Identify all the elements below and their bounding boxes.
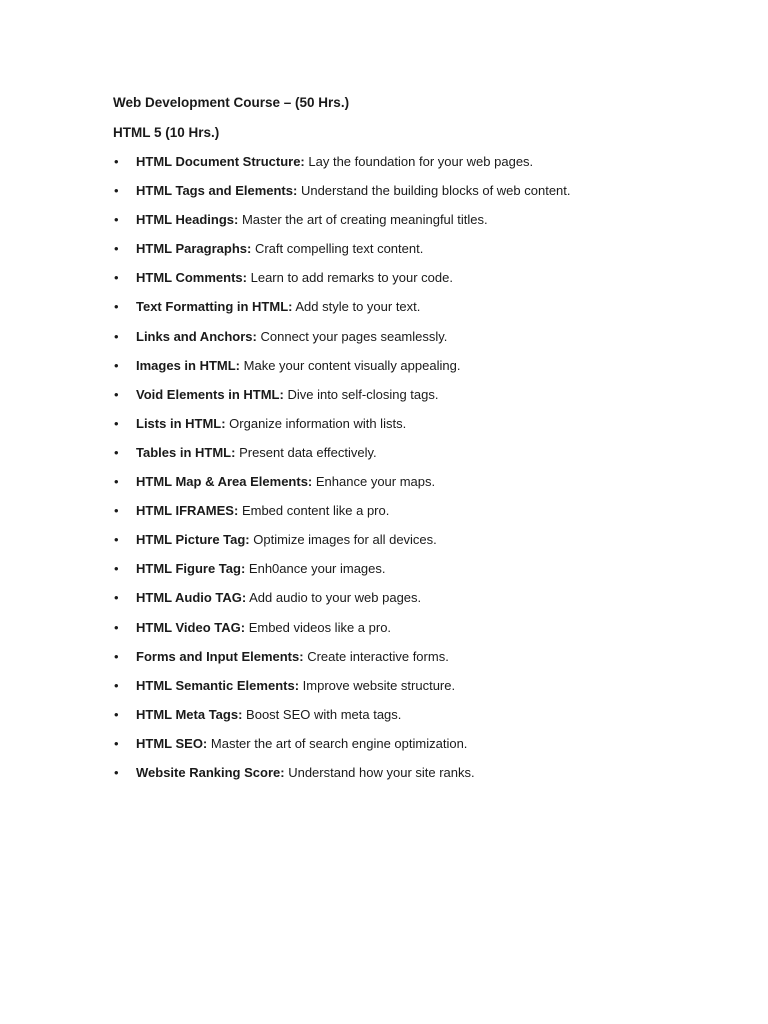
list-item: [113, 240, 728, 258]
bullet-icon: •: [114, 212, 119, 228]
topic-term: HTML Map & Area Elements:: [136, 474, 313, 490]
bullet-icon: •: [114, 444, 119, 460]
topic-description: Boost SEO with meta tags.: [246, 706, 402, 722]
topic-description: Master the art of creating meaningful titles.: [241, 212, 488, 228]
topic-term: HTML Figure Tag:: [136, 561, 246, 577]
topic-description: Craft compelling text content.: [254, 241, 424, 257]
list-item: [113, 560, 728, 578]
bullet-icon: •: [114, 299, 119, 315]
topic-term: HTML Headings:: [136, 212, 239, 228]
bullet-icon: •: [114, 648, 119, 664]
topic-description: Dive into self-closing tags.: [287, 386, 439, 402]
topic-list: [113, 153, 728, 782]
topic-term: Images in HTML:: [136, 357, 241, 373]
topic-term: HTML SEO:: [136, 735, 208, 751]
bullet-icon: •: [114, 415, 119, 431]
bullet-icon: •: [114, 619, 119, 635]
list-item: [113, 357, 728, 375]
topic-term: Tables in HTML:: [136, 444, 236, 460]
list-item: [113, 619, 728, 637]
list-item: [113, 735, 728, 753]
list-item: [113, 415, 728, 433]
bullet-icon: •: [114, 735, 119, 751]
topic-description: Organize information with lists.: [229, 415, 407, 431]
list-item: [113, 706, 728, 724]
list-item: [113, 677, 728, 695]
topic-description: Create interactive forms.: [307, 648, 449, 664]
topic-description: Learn to add remarks to your code.: [250, 270, 453, 286]
bullet-icon: •: [114, 270, 119, 286]
list-item: [113, 182, 728, 200]
course-title: Web Development Course – (50 Hrs.): [113, 95, 350, 110]
topic-term: HTML IFRAMES:: [136, 503, 239, 519]
section-heading: HTML 5 (10 Hrs.): [113, 125, 220, 140]
list-item: [113, 531, 728, 549]
list-item: [113, 211, 728, 229]
topic-description: Optimize images for all devices.: [253, 532, 437, 548]
topic-term: HTML Video TAG:: [136, 619, 246, 635]
topic-term: HTML Meta Tags:: [136, 706, 243, 722]
topic-description: Present data effectively.: [239, 444, 377, 460]
topic-term: Website Ranking Score:: [136, 764, 285, 780]
topic-term: HTML Semantic Elements:: [136, 677, 300, 693]
bullet-icon: •: [114, 474, 119, 490]
topic-term: HTML Document Structure:: [136, 154, 305, 169]
bullet-icon: •: [114, 503, 119, 519]
bullet-icon: •: [114, 183, 119, 199]
topic-term: HTML Comments:: [136, 270, 247, 286]
topic-description: Understand how your site ranks.: [288, 764, 475, 780]
topic-term: HTML Tags and Elements:: [136, 183, 298, 199]
topic-description: Master the art of search engine optimization.: [210, 735, 468, 751]
topic-term: HTML Audio TAG:: [136, 590, 247, 606]
topic-description: Enh0ance your images.: [248, 561, 386, 577]
topic-description: Make your content visually appealing.: [243, 357, 461, 373]
topic-description: Understand the building blocks of web content.: [300, 183, 571, 199]
topic-description: Connect your pages seamlessly.: [260, 328, 448, 344]
list-item: [113, 589, 728, 607]
topic-term: Links and Anchors:: [136, 328, 257, 344]
bullet-icon: •: [114, 561, 119, 577]
list-item: [113, 648, 728, 666]
topic-term: Text Formatting in HTML:: [136, 299, 293, 315]
topic-description: Embed videos like a pro.: [248, 619, 392, 635]
topic-description: Add audio to your web pages.: [249, 590, 422, 606]
bullet-icon: •: [114, 154, 119, 169]
list-item: [113, 269, 728, 287]
topic-term: Forms and Input Elements:: [136, 648, 304, 664]
bullet-icon: •: [114, 764, 119, 780]
bullet-icon: •: [114, 328, 119, 344]
bullet-icon: •: [114, 357, 119, 373]
list-item: [113, 764, 728, 782]
topic-description: Lay the foundation for your web pages.: [308, 154, 534, 169]
topic-description: Enhance your maps.: [315, 474, 436, 490]
list-item: [113, 502, 728, 520]
list-item: [113, 298, 728, 316]
topic-term: HTML Picture Tag:: [136, 532, 250, 548]
bullet-icon: •: [114, 386, 119, 402]
topic-term: Void Elements in HTML:: [136, 386, 284, 402]
topic-description: Embed content like a pro.: [241, 503, 390, 519]
list-item: [113, 386, 728, 404]
list-item: [113, 473, 728, 491]
bullet-icon: •: [114, 706, 119, 722]
bullet-icon: •: [114, 590, 119, 606]
topic-description: Add style to your text.: [295, 299, 421, 315]
topic-term: Lists in HTML:: [136, 415, 226, 431]
list-item: [113, 328, 728, 346]
list-item: [113, 153, 728, 171]
bullet-icon: •: [114, 241, 119, 257]
list-item: [113, 444, 728, 462]
topic-description: Improve website structure.: [302, 677, 456, 693]
topic-term: HTML Paragraphs:: [136, 241, 252, 257]
bullet-icon: •: [114, 532, 119, 548]
bullet-icon: •: [114, 677, 119, 693]
